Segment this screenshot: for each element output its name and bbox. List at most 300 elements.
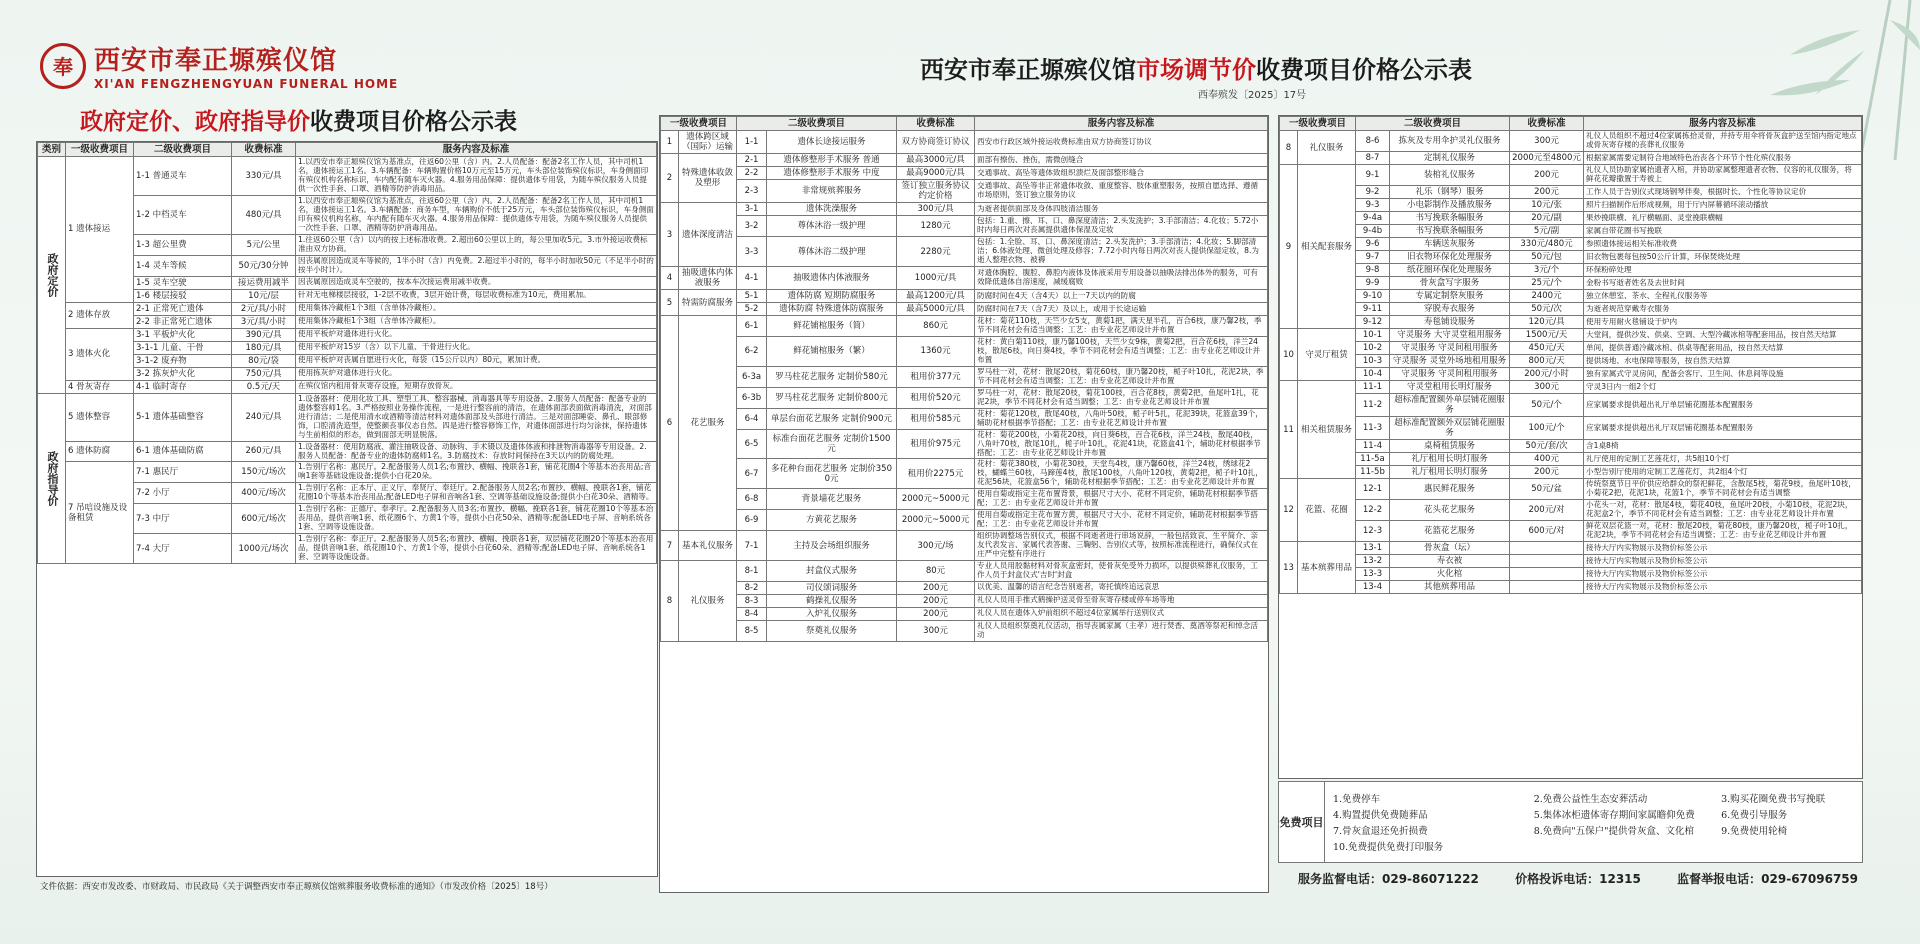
item-code: 3-3 [737, 237, 767, 267]
fee-cell: 1000元/场次 [232, 534, 296, 564]
description-cell: 为逝者提供面部及身体四肢清洁服务 [975, 203, 1268, 216]
description-cell: 1.设备器材：使用化妆工具、塑型工具、整容器械、消毒器具等专用设备。2.服务人员配备：配备专业的遗体整容师1名。3.严格按照业务操作流程，一是进行整容前的清洁，在遗体面部表面做消毒清洗，对面部进行清洁；二是使用清水或酒精等清洁材料对遗体面部及头部进行清洁。三是对面部睡姿、鼻孔、眼部修饰，口腔清洗造型，使整颜丧事仪态自然。四是进行整容修饰工作，对遗体面部进行均匀涂抹，保持遗体与生前相似的形态，做到面部无明显脱落。 [296, 393, 657, 441]
description-cell: 包括：1.全脸、耳、口、鼻深度清洁；2.头发洗护；3.手部清洁；4.化妆；5.脚部清洁；6.体液处理、微创处理及修容；7.72小时内每日两次对丧人提供保湿定妆，8.为逝人整理衣物、被褥 [975, 237, 1268, 267]
primary-item-no: 11 [1280, 381, 1298, 479]
item-name: 寿毯铺设服务 [1390, 316, 1510, 329]
primary-item-name: 遗体整容 [76, 412, 111, 423]
item-name: 多花种台面花艺服务 定制价3500元 [767, 459, 897, 489]
description-cell: 花材：菊花120枝，散尾40枝，八角叶50枝，栀子叶5扎，花泥39块，花篮盒39个，辅助花材根据季节搭配；工艺：由专业花艺师设计并布置 [975, 408, 1268, 429]
item-code: 8-1 [737, 561, 767, 582]
primary-item-cell [66, 462, 134, 564]
free-services-box [1278, 781, 1863, 863]
description-cell: 面部有擦伤、挫伤，需微创缝合 [975, 154, 1268, 167]
primary-item-name: 遗体接运 [76, 224, 111, 235]
column-header: 服务内容及标准 [1584, 117, 1862, 131]
primary-item-name: 遗体深度清洁 [679, 203, 737, 267]
table-row [1280, 277, 1862, 290]
item-code: 9-1 [1356, 165, 1390, 186]
description-cell: 接待大厅内实物展示及物价标签公示 [1584, 542, 1862, 555]
logo-mark: 奉 [40, 43, 86, 89]
item-code: 8-4 [737, 607, 767, 620]
description-cell: 金粉书写逝者姓名及去世时间 [1584, 277, 1862, 290]
fee-cell: 租用价520元 [897, 387, 975, 408]
fee-cell: 800元/天 [1510, 355, 1584, 368]
secondary-item-cell [134, 315, 232, 328]
primary-item-name: 花篮、花圈 [1298, 479, 1356, 542]
item-name: 守灵服务 灵堂外场地租用服务 [1390, 355, 1510, 368]
column-header: 一级收费项目 [1280, 117, 1356, 131]
fee-cell: 2000元~5000元 [897, 489, 975, 510]
description-cell: 1.告别厅名称：惠民厅。2.配备服务人员1名;布置抄、横幅、挽联各1套，铺花花圈4个等基本治丧用品;音响1套等基础设施设备;提供小白花20朵。 [296, 462, 657, 483]
item-name: 主持及会场组织服务 [767, 531, 897, 561]
item-name: 小厅 [152, 488, 170, 499]
primary-item-cell [66, 157, 134, 302]
item-code: 7-1 [136, 467, 150, 478]
item-name: 旧衣物环保化处理服务 [1390, 251, 1510, 264]
fee-cell: 租用价585元 [897, 408, 975, 429]
description-cell: 防腐时间在7天（含7天）及以上，或用于长途运输 [975, 303, 1268, 316]
column-header: 类别 [38, 143, 66, 157]
item-code: 9-8 [1356, 264, 1390, 277]
table-row [661, 216, 1268, 237]
item-code: 10-3 [1356, 355, 1390, 368]
fee-cell: 120元/具 [1510, 316, 1584, 329]
item-code: 13-3 [1356, 568, 1390, 581]
item-name: 遗体修整形手术服务 普通 [767, 154, 897, 167]
item-code: 10-4 [1356, 368, 1390, 381]
item-name: 书写挽联条幅服务 [1390, 225, 1510, 238]
description-cell: 参照遗体接运相关标准收费 [1584, 238, 1862, 251]
item-name: 普通灵车 [152, 171, 187, 182]
item-name: 尊体沐浴一级护理 [767, 216, 897, 237]
description-cell: 1.设备器材：使用防腐液、灌注抽吸设备、动脉钩、手术镊以及遗体体液和排泄物消毒器等专用设备。2.服务人员配备：配备专业的遗体防腐师1名。3.防腐技术：存放时间保持在3天以内的防腐处理。 [296, 441, 657, 462]
item-name: 遗体基础防腐 [152, 446, 204, 457]
description-cell: 花材：黄白菊110枝，康乃馨100枝，天竺少女9株，黄菊2把，百合花6枝，洋兰24枝，散尾6枝，向日葵4枝，季节不同花材会有适当调整；工艺：由专业花艺师设计并布置 [975, 337, 1268, 367]
fee-cell: 5元/公里 [232, 234, 296, 255]
item-name: 桌椅租赁服务 [1390, 440, 1510, 453]
table-row [661, 180, 1268, 203]
item-code: 8-6 [1356, 131, 1390, 152]
fee-cell: 1000元/具 [897, 267, 975, 290]
left-title-red: 政府定价、政府指导价 [80, 108, 310, 135]
secondary-item-cell [134, 534, 232, 564]
gov-price-table [36, 141, 658, 877]
table-row [661, 366, 1268, 387]
description-cell: 含1桌8椅 [1584, 440, 1862, 453]
table-row [1280, 542, 1862, 555]
description-cell: 应家属要求提供超出礼厅双层铺花圈基本配置服务 [1584, 417, 1862, 440]
fee-cell: 50元/盆 [1510, 479, 1584, 500]
fee-cell: 200元 [897, 594, 975, 607]
description-cell: 花材：菊花110枝，天竺少女5支，黄菊1把，满天星半孔，百合6枝，康乃馨2枝，季节不同花材会有适当调整；工艺：由专业花艺师设计并布置 [975, 316, 1268, 337]
column-header: 二级收费项目 [1356, 117, 1510, 131]
fee-cell: 25元/个 [1510, 277, 1584, 290]
fee-cell: 450元/天 [1510, 342, 1584, 355]
item-code: 6-8 [737, 489, 767, 510]
description-cell: 花材：菊花200枝，小菊花20枝，向日葵6枝，百合花6枝，洋兰24枝，散尾40枝，八角叶70枝，散尾10扎，栀子叶10扎，花泥41块，花篮盒41个，辅助花材根据季节搭配；工艺：由专业花艺师设计并布置 [975, 429, 1268, 459]
fee-cell: 300元/具 [897, 203, 975, 216]
item-code: 7-4 [136, 543, 150, 554]
item-code: 5-1 [737, 290, 767, 303]
fee-cell: 3元/个 [1510, 264, 1584, 277]
item-code: 11-4 [1356, 440, 1390, 453]
primary-item-no: 8 [1280, 131, 1298, 165]
fee-cell: 最高1200元/具 [897, 290, 975, 303]
main-title [920, 50, 1472, 85]
fee-cell: 80元 [897, 561, 975, 582]
item-code: 10-1 [1356, 329, 1390, 342]
table-row [661, 267, 1268, 290]
description-cell: 罗马柱一对，花材：散尾20枝，菊花100枝，百合花8枝，黄菊2把，鱼尾叶1扎，花泥2块，季节不同花材会有适当调整；工艺：由专业花艺师设计并布置 [975, 387, 1268, 408]
item-name: 花篮花艺服务 [1390, 521, 1510, 542]
item-name: 中厅 [152, 513, 170, 524]
description-cell: 提供场地、水电保障等服务，按自然天结算 [1584, 355, 1862, 368]
item-name: 拣灰炉火化 [152, 368, 196, 379]
table-row [1280, 264, 1862, 277]
table-row [1280, 521, 1862, 542]
item-code: 13-1 [1356, 542, 1390, 555]
fee-cell: 最高5000元/具 [897, 303, 975, 316]
description-cell: 1.告别厅名称：正德厅、奉孝厅。2.配备服务人员3名;布置抄、横幅、挽联各1套，铺花花圈10个等基本治丧用品，提供音响1套、纸花圈6个、方黄1个等，提供小白花50朵、酒精等;配备LED电子屏、音响系统各1套、空调等设施设备。 [296, 504, 657, 534]
secondary-item-cell [134, 393, 232, 441]
item-name: 方黄花艺服务 [767, 510, 897, 531]
item-code: 8-2 [737, 581, 767, 594]
fee-cell: 240元/具 [232, 393, 296, 441]
primary-item-cell [66, 328, 134, 380]
item-name: 中档灵车 [152, 209, 187, 220]
item-name: 守灵服务 守灵间租用服务 [1390, 342, 1510, 355]
description-cell: 小花头一对，花材：散尾4枝，菊花40枝，鱼尾叶20枝，小菊10枝，花泥2块，花泥盒2个，季节不同花材会有适当调整；工艺：由专业花艺师设计并布置 [1584, 500, 1862, 521]
primary-item-name: 特殊遗体收敛及塑形 [679, 154, 737, 203]
table-row [661, 387, 1268, 408]
table-row [1280, 186, 1862, 199]
item-name: 罗马柱花艺服务 定制价580元 [767, 366, 897, 387]
fee-cell: 390元/具 [232, 328, 296, 341]
free-service-item: 8.免费向"五保户"提供骨灰盒、文化棺 [1533, 826, 1694, 837]
description-cell: 鲜花双层花篮一对，花材：散尾20枝，菊花80枝，康乃馨20枝，栀子叶10扎，花泥2块，季节不同花材会有适当调整；工艺：由专业花艺师设计并布置 [1584, 521, 1862, 542]
item-name: 小电影制作及播放服务 [1390, 199, 1510, 212]
fee-cell: 480元/具 [232, 196, 296, 235]
column-header: 二级收费项目 [737, 117, 897, 131]
fee-cell: 双方协商签订协议 [897, 131, 975, 154]
item-code: 6-7 [737, 459, 767, 489]
description-cell: 使用自菊或指定主花布置方黄，根据尺寸大小、花材不同定价，辅助花材根据季节搭配；工艺：由专业花艺师设计并布置 [975, 510, 1268, 531]
item-code: 9-11 [1356, 303, 1390, 316]
item-name: 入炉礼仪服务 [767, 607, 897, 620]
primary-item-cell [66, 302, 134, 328]
primary-item-no: 7 [68, 502, 74, 513]
table-row [661, 154, 1268, 167]
fee-cell: 5元/副 [1510, 225, 1584, 238]
item-code: 1-1 [136, 171, 150, 182]
item-name: 火化棺 [1390, 568, 1510, 581]
fee-cell: 400元/场次 [232, 483, 296, 504]
table-row [1280, 225, 1862, 238]
primary-item-name: 礼仪服务 [679, 561, 737, 642]
fee-cell [1510, 542, 1584, 555]
secondary-item-cell [134, 196, 232, 235]
market-price-table-right [1278, 115, 1863, 779]
secondary-item-cell [134, 234, 232, 255]
fee-cell: 150元/场次 [232, 462, 296, 483]
primary-item-name: 遗体火化 [76, 349, 111, 360]
primary-item-no: 2 [661, 154, 679, 203]
fee-cell: 80元/袋 [232, 354, 296, 367]
fee-cell: 2000元~5000元 [897, 510, 975, 531]
fee-cell: 300元 [1510, 131, 1584, 152]
description-cell: 因丧属原因造成灵车空驶的，按本车次接运费用减半收费。 [296, 276, 657, 289]
description-cell: 使用平板炉对遗体进行火化。 [296, 328, 657, 341]
category-cell: 政府定价 [38, 157, 66, 394]
left-table-title [80, 103, 517, 136]
item-code: 5-2 [737, 303, 767, 316]
fee-cell: 3元/具/小时 [232, 315, 296, 328]
secondary-item-cell [134, 289, 232, 302]
description-cell: 礼仪人员组织不超过4位家属拣拾灵骨，并持专用伞将骨灰盒护送至馆内指定地点或骨灰寄存楼的丧葬礼仪服务 [1584, 131, 1862, 152]
fee-cell: 330元/480元 [1510, 238, 1584, 251]
column-header: 一级收费项目 [661, 117, 737, 131]
fee-cell: 1500元/天 [1510, 329, 1584, 342]
secondary-item-cell [134, 354, 232, 367]
description-cell: 因丧属原因造成灵车等候的，1半小时（含）内免费。2.超过半小时的，每半小时加收50元（不足半小时的按半小时计）。 [296, 255, 657, 276]
fee-cell: 1360元 [897, 337, 975, 367]
column-header: 收费标准 [1510, 117, 1584, 131]
description-cell: 西安市行政区域外接运收费标准由双方协商签订协议 [975, 131, 1268, 154]
description-cell: 交通事故、高坠等遗体致组织溃烂及面部整形缝合 [975, 167, 1268, 180]
free-services-list [1325, 782, 1862, 862]
fee-cell: 50元/个 [1510, 394, 1584, 417]
primary-item-name: 骨灰寄存 [76, 381, 111, 392]
fee-cell: 200元 [897, 607, 975, 620]
item-code: 3-1 [737, 203, 767, 216]
item-name: 大厅 [152, 543, 170, 554]
description-cell: 以优美、温馨的语言纪念告别逝者，寄托慎终追远哀思 [975, 581, 1268, 594]
description-cell: 接待大厅内实物展示及物价标签公示 [1584, 581, 1862, 594]
free-service-item: 1.免费停车 [1333, 794, 1381, 805]
item-name: 寿衣被 [1390, 555, 1510, 568]
primary-item-no: 6 [661, 316, 679, 531]
table-row [661, 429, 1268, 459]
primary-item-name: 遗体防腐 [76, 446, 111, 457]
primary-item-name: 遗体存放 [76, 310, 111, 321]
primary-item-no: 3 [68, 349, 74, 360]
description-cell: 礼仪人员用手推式鹤操护送灵骨至骨灰寄存楼或停车场等地 [975, 594, 1268, 607]
item-code: 7-2 [136, 488, 150, 499]
table-row [1280, 440, 1862, 453]
description-cell: 果炒挽联横、礼厅横幅面、灵堂挽联横幅 [1584, 212, 1862, 225]
fee-cell: 50元/包 [1510, 251, 1584, 264]
item-name: 礼乐（钢琴）服务 [1390, 186, 1510, 199]
item-code: 8-5 [737, 620, 767, 641]
item-name: 守灵服务 守灵间租用服务 [1390, 368, 1510, 381]
table-row [661, 316, 1268, 337]
item-name: 鲜花铺棺服务（繁） [767, 337, 897, 367]
item-code: 6-3a [737, 366, 767, 387]
fee-cell [1510, 568, 1584, 581]
item-name: 花头花艺服务 [1390, 500, 1510, 521]
table-row [661, 510, 1268, 531]
description-cell: 大堂间，提供沙发、供桌、空调、大型冷藏冰棺等配套用品，按自然天结算 [1584, 329, 1862, 342]
secondary-item-cell [134, 341, 232, 354]
primary-item-cell [66, 393, 134, 441]
main-title-red: 市场调节价 [1136, 55, 1256, 84]
table-row [661, 203, 1268, 216]
table-row [661, 131, 1268, 154]
description-cell: 1.告别厅名称：奉正厅。2.配备服务人员5名;布置抄、横幅、挽联各1套，双层铺花花圈20个等基本治丧用品，提供音响1套、纸花圈10个、方黄1个等，提供小白花60朵、酒精等;配备LED电子屏、音响系统各1套、空调等设施设备。 [296, 534, 657, 564]
free-service-item: 10.免费提供免费打印服务 [1333, 842, 1444, 853]
item-code: 8-7 [1356, 152, 1390, 165]
table-row [1280, 453, 1862, 466]
description-cell: 1.往返60公里（含）以内的按上述标准收费。2.超出60公里以上的，每公里加收5元。3.市外接运收费标准由双方协商。 [296, 234, 657, 255]
description-cell: 对遗体胸腔、腹腔、鼻腔内液体及体液采用专用设备以抽吸法排出体外的服务，可有效降低遗体自溶速度，减缓腐败 [975, 267, 1268, 290]
fee-cell: 180元/具 [232, 341, 296, 354]
item-name: 灵车空驶 [152, 277, 187, 288]
item-name: 穿脱寿衣服务 [1390, 303, 1510, 316]
table-row [661, 620, 1268, 641]
description-cell: 1.告别厅名称：正本厅、正义厅、奉贤厅、奉廷厅。2.配备服务人员2名;布置抄、横幅、挽联各1套，铺花花圈10个等基本治丧用品;配备LED电子屏和音响各1套、空调等基础设施设备;提供小白花30朵、酒精等。 [296, 483, 657, 504]
item-code: 2-3 [737, 180, 767, 203]
primary-item-no: 5 [661, 290, 679, 316]
free-service-item: 2.免费公益性生态安葬活动 [1533, 794, 1648, 805]
fee-cell: 200元/对 [1510, 500, 1584, 521]
item-code: 11-5a [1356, 453, 1390, 466]
item-name: 专属定制祭灰服务 [1390, 290, 1510, 303]
table-row [661, 408, 1268, 429]
item-name: 正常死亡遗体 [152, 303, 204, 314]
fee-cell: 300元/场 [897, 531, 975, 561]
fee-cell: 0.5元/天 [232, 380, 296, 393]
category-cell: 政府指导价 [38, 393, 66, 563]
free-service-item: 7.骨灰盒退还免折损费 [1333, 826, 1428, 837]
fee-cell: 2元/具/小时 [232, 302, 296, 315]
table-row [661, 459, 1268, 489]
item-code: 9-2 [1356, 186, 1390, 199]
fee-cell: 10元/张 [1510, 199, 1584, 212]
item-code: 9-6 [1356, 238, 1390, 251]
primary-item-no: 5 [68, 412, 74, 423]
description-cell: 传统祭奠节日平价供应给群众的祭祀鲜花，含散尾5枝，菊花9枝，鱼尾叶10枝，小菊花2把，花泥1块，花篮1个，季节不同花材会有适当调整 [1584, 479, 1862, 500]
table-row [38, 380, 657, 393]
table-row [1280, 466, 1862, 479]
item-code: 12-3 [1356, 521, 1390, 542]
item-code: 4-1 [136, 381, 150, 392]
secondary-item-cell [134, 276, 232, 289]
item-code: 6-4 [737, 408, 767, 429]
description-cell: 礼仪人员协助家属抬遗者入棺，并协助家属整理遗者衣物、仪容的礼仪服务，将鲜花花瓣撒置于寿被上 [1584, 165, 1862, 186]
description-cell: 应家属要求提供超出礼厅单层铺花圈基本配置服务 [1584, 394, 1862, 417]
table-row [661, 581, 1268, 594]
secondary-item-cell [134, 157, 232, 196]
document-number: 西奉殡发〔2025〕17号 [1198, 90, 1307, 101]
item-code: 7-3 [136, 513, 150, 524]
description-cell: 单间，提供普通冷藏冰棺、供桌等配套用品，按自然天结算 [1584, 342, 1862, 355]
item-code: 6-2 [737, 337, 767, 367]
column-header: 收费标准 [897, 117, 975, 131]
table-row [1280, 329, 1862, 342]
primary-item-name: 相关配套服务 [1298, 165, 1356, 329]
table-row [1280, 381, 1862, 394]
item-code: 11-1 [1356, 381, 1390, 394]
primary-item-name: 抽吸遗体内体液服务 [679, 267, 737, 290]
left-title-rest: 收费项目价格公示表 [310, 108, 517, 135]
item-name: 非正常死亡遗体 [152, 316, 213, 327]
secondary-item-cell [134, 380, 232, 393]
item-name: 封盒仪式服务 [767, 561, 897, 582]
item-name: 鹤操礼仪服务 [767, 594, 897, 607]
fee-cell: 50元/套/次 [1510, 440, 1584, 453]
fee-cell: 2280元 [897, 237, 975, 267]
primary-item-no: 13 [1280, 542, 1298, 594]
fee-cell: 20元/副 [1510, 212, 1584, 225]
fee-cell: 接运费用减半 [232, 276, 296, 289]
free-service-item: 6.免费引导服务 [1721, 810, 1788, 821]
secondary-item-cell [134, 302, 232, 315]
fee-cell [1510, 555, 1584, 568]
fee-cell: 200元 [1510, 466, 1584, 479]
description-cell: 工作人员于告别仪式现场钢琴伴奏，根据时长、个性化等协议定价 [1584, 186, 1862, 199]
item-name: 惠民鲜花服务 [1390, 479, 1510, 500]
description-cell: 独有家属式守灵房间，配备会客厅、卫生间、休息间等设施 [1584, 368, 1862, 381]
primary-item-name: 基本礼仪服务 [679, 531, 737, 561]
description-cell: 礼仪人员组织祭奠礼仪活动，指导丧属家属（主孝）进行焚香、奠酒等祭祀和悼念活动 [975, 620, 1268, 641]
footer-note: 文件依据：西安市发改委、市财政局、市民政局《关于调整西安市奉正塬殡仪馆殡葬服务收费标准的通知》（市发改价格〔2025〕18号） [40, 882, 553, 892]
item-name: 司仪颂词服务 [767, 581, 897, 594]
table-row [661, 489, 1268, 510]
item-name: 装棺礼仪服务 [1390, 165, 1510, 186]
item-code: 7-1 [737, 531, 767, 561]
table-row [1280, 165, 1862, 186]
fee-cell: 300元 [1510, 381, 1584, 394]
primary-item-no: 7 [661, 531, 679, 561]
item-name: 其他殡葬用品 [1390, 581, 1510, 594]
item-code: 9-10 [1356, 290, 1390, 303]
description-cell: 专业人员用胶黏材料对骨灰盒密封，使骨灰免受外力损坏，以提供殡葬礼仪服务，工作人员于封盒仪式'吉时'封盒 [975, 561, 1268, 582]
item-code: 9-7 [1356, 251, 1390, 264]
primary-item-name: 基本殡葬用品 [1298, 542, 1356, 594]
service-hotline: 服务监督电话：029-86071222 [1298, 872, 1479, 886]
fee-cell: 2400元 [1510, 290, 1584, 303]
item-name: 平板炉火化 [152, 329, 196, 340]
table-row [661, 303, 1268, 316]
item-code: 3-1-1 [136, 342, 159, 353]
table-row [661, 594, 1268, 607]
fee-cell: 租用价975元 [897, 429, 975, 459]
table-row [1280, 568, 1862, 581]
description-cell: 1.以西安市奉正塬殡仪馆为基准点，往返60公里（含）内。2.人员配备：配备2名工作人员，其中司机1名，遗体接运工1名。3.车辆配备：商务车型，车辆购价不低于25万元，车头部位装饰殡仪标识，车身侧面印有殡仪机构名称，车内配有随车灭火器。4.服务用品保障：提供遗体专用袋，为随车殡仪服务人员提供一次性手套、口罩、酒精等防护消毒用品。 [296, 196, 657, 235]
org-logo [40, 40, 398, 91]
org-name: 西安市奉正塬殡仪馆 [94, 46, 338, 76]
primary-item-no: 10 [1280, 329, 1298, 381]
column-header: 收费标准 [232, 143, 296, 157]
description-cell: 使用拣灰炉对遗体进行火化。 [296, 367, 657, 380]
table-row [1280, 238, 1862, 251]
item-code: 2-2 [136, 316, 150, 327]
column-header: 一级收费项目 [66, 143, 134, 157]
table-row [1280, 131, 1862, 152]
table-row [661, 561, 1268, 582]
item-name: 遗体防腐 短期防腐服务 [767, 290, 897, 303]
free-service-item: 9.免费使用轮椅 [1721, 826, 1788, 837]
item-code: 6-9 [737, 510, 767, 531]
item-code: 11-2 [1356, 394, 1390, 417]
table-row [1280, 581, 1862, 594]
item-code: 1-5 [136, 277, 150, 288]
fee-cell: 400元 [1510, 453, 1584, 466]
fee-cell: 330元/具 [232, 157, 296, 196]
table-row [1280, 479, 1862, 500]
description-cell: 使用平板炉对15岁（含）以下儿童、干骨进行火化。 [296, 341, 657, 354]
primary-item-no: 8 [661, 561, 679, 642]
